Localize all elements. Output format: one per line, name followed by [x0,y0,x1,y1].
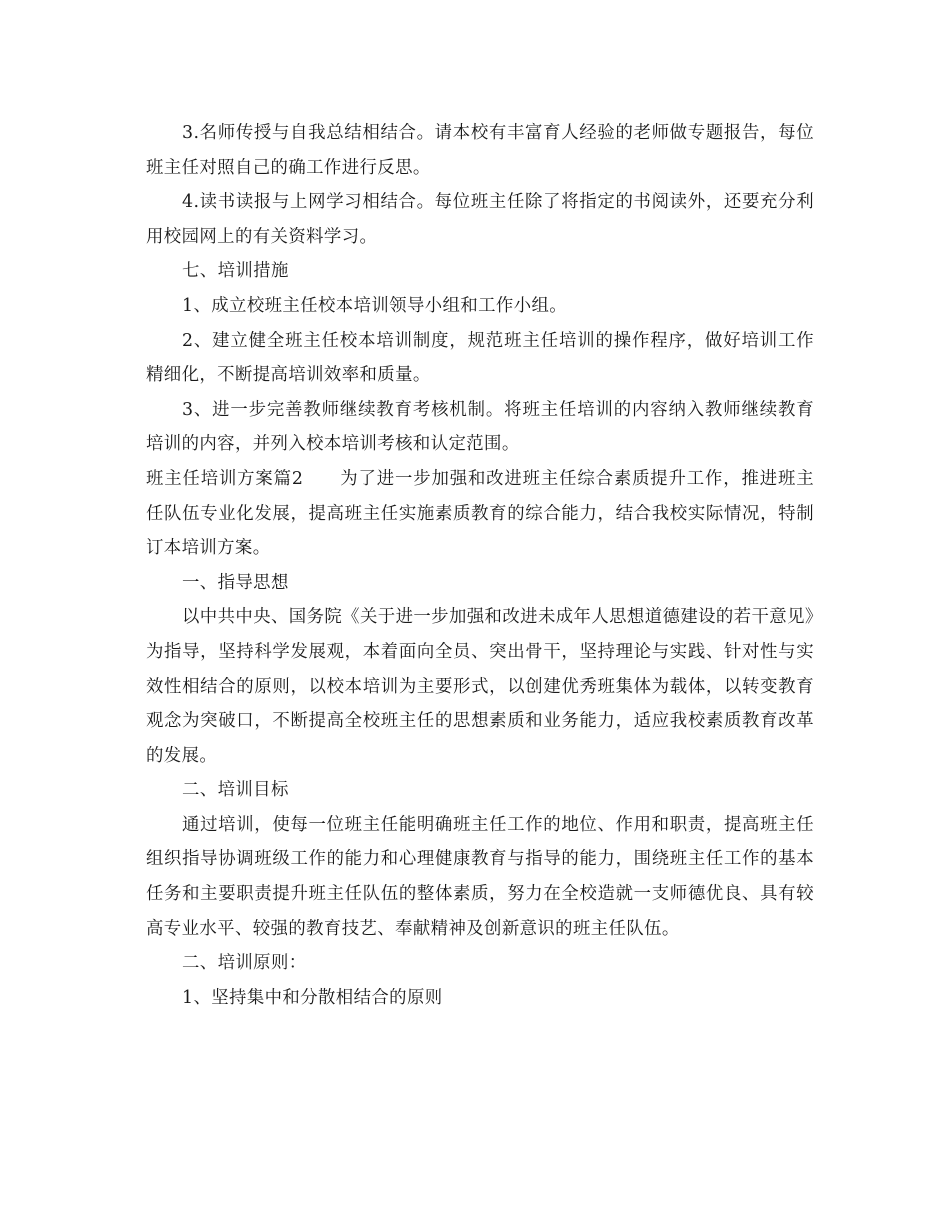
section-heading-training-measures: 七、培训措施 [182,261,289,282]
paragraph-measure-3: 3、进一步完善教师继续教育考核机制。将班主任培训的内容纳入教师继续教育培训的内容，并列入校本培训考核和认定范围。 [146,399,814,455]
paragraph-plan-2-intro: 班主任培训方案篇2 为了进一步加强和改进班主任综合素质提升工作，推进班主任队伍专业化发展，提高班主任实施素质教育的综合能力，结合我校实际情况，特制订本培训方案。 [146,468,814,559]
paragraph-measure-2: 2、建立健全班主任校本培训制度，规范班主任培训的操作程序，做好培训工作精细化，不断提高培训效率和质量。 [146,330,814,386]
paragraph-guiding-ideology: 以中共中央、国务院《关于进一步加强和改进未成年人思想道德建设的若干意见》为指导，坚持科学发展观，本着面向全员、突出骨干，坚持理论与实践、针对性与实效性相结合的原则，以校本培训为主要形式，以创建优秀班集体为载体，以转变教育观念为突破口，不断提高全校班主任的思想素质和业务能力，适应我校素质教育改革的发展。 [146,607,814,766]
section-heading-training-principles: 二、培训原则： [182,953,307,974]
paragraph-principle-1: 1、坚持集中和分散相结合的原则 [182,987,443,1008]
paragraph-method-4: 4.读书读报与上网学习相结合。每位班主任除了将指定的书阅读外，还要充分利用校园网上的有关资料学习。 [146,192,814,247]
paragraph-training-goals: 通过培训，使每一位班主任能明确班主任工作的地位、作用和职责，提高班主任组织指导协调班级工作的能力和心理健康教育与指导的能力，围绕班主任工作的基本任务和主要职责提升班主任队伍的整体素质，努力在全校造就一支师德优良、具有较高专业水平、较强的教育技艺、奉献精神及创新意识的班主任队伍。 [146,814,814,939]
section-heading-training-goals: 二、培训目标 [182,780,289,801]
section-heading-guiding-ideology: 一、指导思想 [182,572,289,593]
paragraph-measure-1: 1、成立校班主任校本培训领导小组和工作小组。 [182,295,568,316]
paragraph-method-3: 3.名师传授与自我总结相结合。请本校有丰富育人经验的老师做专题报告，每位班主任对照自己的确工作进行反思。 [146,123,814,178]
document-body [146,116,814,1015]
